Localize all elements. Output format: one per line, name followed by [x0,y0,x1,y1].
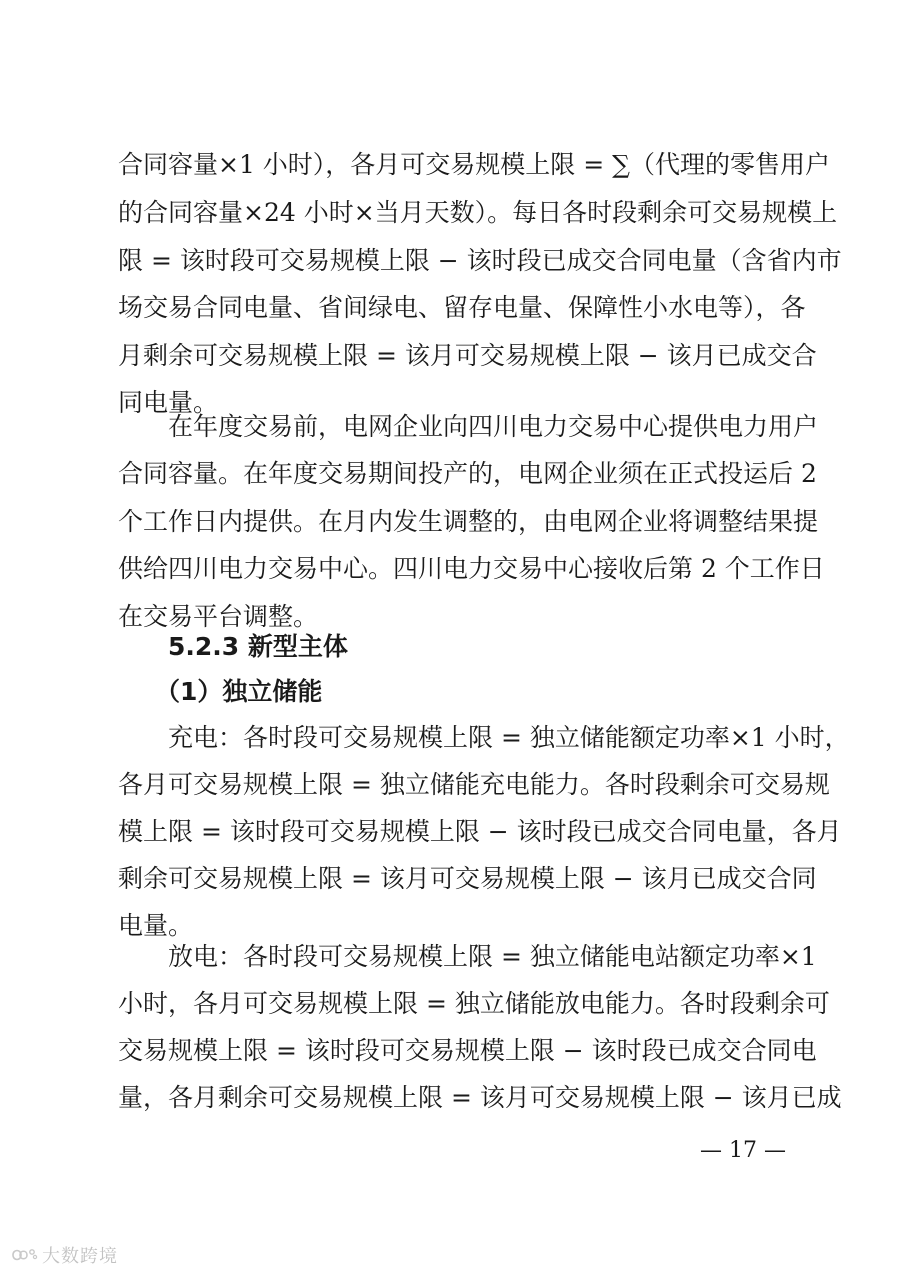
watermark-logo-icon [10,1246,38,1264]
text-line: 个工作日内提供。在月内发生调整的，由电网企业将调整结果提 [118,507,819,536]
text-line: 模上限 = 该时段可交易规模上限 − 该时段已成交合同电量，各月 [118,817,842,846]
text-line: 同电量。 [118,388,219,417]
text-line: 剩余可交易规模上限 = 该月可交易规模上限 − 该月已成交合同 [118,864,817,893]
text-line: 充电：各时段可交易规模上限 = 独立储能额定功率×1 小时， [168,723,850,752]
text-line: 电量。 [118,911,194,940]
text-line: 的合同容量×24 小时×当月天数）。每日各时段剩余可交易规模上 [118,198,838,227]
text-line: 量，各月剩余可交易规模上限 = 该月可交易规模上限 − 该月已成 [118,1083,842,1112]
page-number: — 17 — [700,1138,786,1163]
text-line: 限 = 该时段可交易规模上限 − 该时段已成交合同电量（含省内市 [118,246,842,275]
watermark [10,1243,118,1267]
text-line: 放电：各时段可交易规模上限 = 独立储能电站额定功率×1 [168,942,817,971]
text-line: 月剩余可交易规模上限 = 该月可交易规模上限 − 该月已成交合 [118,341,817,370]
text-line: 合同容量。在年度交易期间投产的，电网企业须在正式投运后 2 [118,459,817,488]
text-line: 合同容量×1 小时），各月可交易规模上限 = ∑（代理的零售用户 [118,150,830,179]
subsection-heading: （1）独立储能 [155,677,323,706]
text-line: 小时，各月可交易规模上限 = 独立储能放电能力。各时段剩余可 [118,989,830,1018]
section-heading: 5.2.3 新型主体 [168,632,348,661]
watermark-text: 大数跨境 [42,1246,118,1267]
text-line: 各月可交易规模上限 = 独立储能充电能力。各时段剩余可交易规 [118,770,830,799]
text-line: 交易规模上限 = 该时段可交易规模上限 − 该时段已成交合同电 [118,1036,817,1065]
text-line: 场交易合同电量、省间绿电、留存电量、保障性小水电等），各 [118,293,806,322]
text-line: 供给四川电力交易中心。四川电力交易中心接收后第 2 个工作日 [118,554,825,583]
text-line: 在年度交易前，电网企业向四川电力交易中心提供电力用户 [168,412,819,441]
text-line: 在交易平台调整。 [118,602,319,631]
